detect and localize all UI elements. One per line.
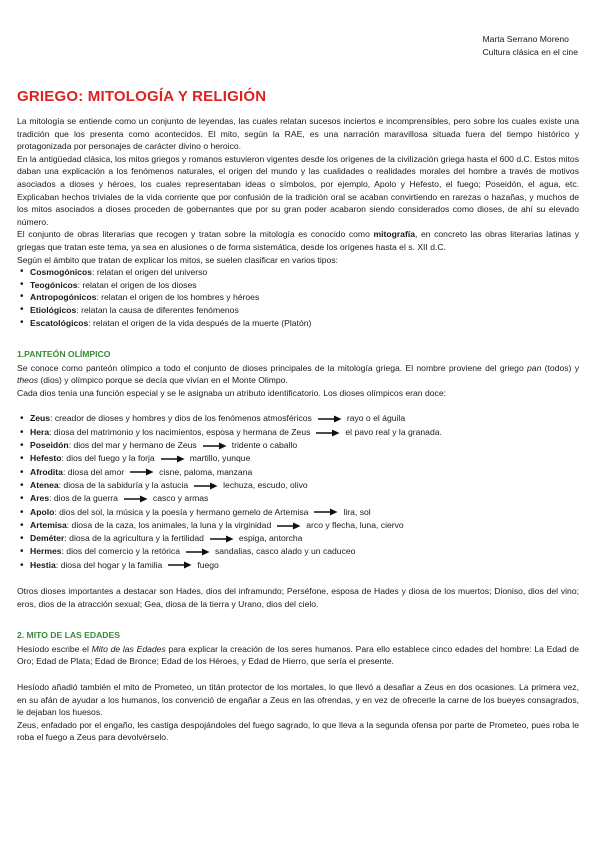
myth-types-list [17, 266, 579, 329]
god-desc: : diosa del matrimonio y los nacimientos, esposa y hermana de Zeus [49, 426, 311, 437]
myth-type-desc: : relatan el origen de los hombres y héroes [96, 292, 260, 303]
god-desc: : dios del mar y hermano de Zeus [68, 440, 197, 451]
arrow-right-icon [168, 561, 192, 569]
intro-paragraph-3 [17, 228, 579, 253]
author-name: Marta Serrano Moreno [482, 34, 569, 44]
list-item [17, 291, 579, 304]
myth-type-term: Etiológicos [30, 304, 77, 315]
arrow-right-icon [161, 455, 185, 463]
arrow-right-icon [210, 535, 234, 543]
god-attribute: fuego [197, 559, 219, 570]
god-desc: : diosa del amor [62, 466, 125, 477]
course-name: Cultura clásica en el cine [482, 47, 578, 57]
italic-term-pan: pan [527, 362, 542, 373]
god-attribute: el pavo real y la granada. [345, 426, 442, 437]
god-desc: : diosa de la agricultura y la fertilidad [64, 533, 204, 544]
list-item [17, 466, 579, 479]
pantheon-paragraph-2: Cada dios tenía una función especial y se le asignaba un atributo identificatorio. Los dioses olímpicos eran doce: [17, 387, 446, 398]
god-name: Hefesto [30, 453, 62, 464]
italic-title: Mito de las Edades [91, 643, 166, 654]
arrow-right-icon [203, 442, 227, 450]
god-attribute: espiga, antorcha [238, 533, 303, 544]
list-item [17, 412, 579, 425]
god-attribute: casco y armas [152, 493, 209, 504]
section-heading-pantheon: 1.PANTEÓN OLÍMPICO [17, 349, 111, 360]
god-name: Apolo [30, 506, 55, 517]
arrow-right-icon [316, 429, 340, 437]
god-desc: : diosa del hogar y la familia [55, 559, 163, 570]
text-run: El conjunto de obras literarias que recogen y tratan sobre la mitología es conocido como [17, 229, 374, 240]
intro-paragraph-4: Según el ámbito que tratan de explicar los mitos, se suelen clasificar en varios tipos: [17, 254, 338, 265]
myth-type-desc: : relatan el origen de la vida después de la muerte (Platón) [88, 317, 312, 328]
text-run: , en concreto las obras literarias latinas y griegas que tratan este tema, ya sea en alusiones o de forma sistemática, desde los orígenes hasta el s. XII d.C. [17, 229, 579, 252]
god-name: Poseidón [30, 440, 69, 451]
myth-type-term: Antropogónicos [30, 292, 97, 303]
god-desc: : dios de la guerra [49, 493, 118, 504]
myth-type-desc: : relatan el origen de los dioses [77, 279, 197, 290]
god-desc: : diosa de la sabiduría y la astucia [58, 479, 189, 490]
pantheon-paragraph-3: Otros dioses importantes a destacar son Hades, dios del inframundo; Perséfone, esposa de Hades y diosa de los muertos; Dioniso, dios del vino; eros, dios de la atracción sexual; Gea, diosa de la tierra y Urano, dios del cielo. [17, 586, 579, 609]
arrow-right-icon [194, 482, 218, 490]
myth-type-term: Cosmogónicos [30, 267, 93, 278]
list-item [17, 452, 579, 465]
god-attribute: cisne, paloma, manzana [159, 466, 253, 477]
god-desc: : dios del comercio y la retórica [61, 546, 180, 557]
god-attribute: rayo o el águila [346, 413, 406, 424]
arrow-right-icon [318, 415, 342, 423]
list-item [17, 492, 579, 505]
god-name: Afrodita [30, 466, 63, 477]
myth-type-term: Escatológicos [30, 317, 89, 328]
list-item [17, 479, 579, 492]
pantheon-paragraph-1 [17, 362, 579, 387]
god-attribute: sandalias, casco alado y un caduceo [214, 546, 356, 557]
list-item [17, 304, 579, 317]
god-desc: : diosa de la caza, los animales, la luna y la virginidad [66, 519, 272, 530]
list-item [17, 426, 579, 439]
god-name: Hestia [30, 559, 56, 570]
myth-type-desc: : relatan el origen del universo [92, 267, 208, 278]
intro-paragraph-1: La mitología se entiende como un conjunto de leyendas, las cuales relatan sucesos inciertos e incomprensibles, pero sobre los cuales existe una tradición que los presenta como acontecidos. El mito, según la RAE, es una narración maravillosa situada fuera del tiempo histórico y protagonizada por personajes de carácter divino o heroico. [17, 116, 579, 152]
olympian-gods-list [17, 412, 579, 572]
god-attribute: lechuza, escudo, olivo [223, 479, 308, 490]
ages-paragraph-1 [17, 643, 579, 668]
list-item [17, 519, 579, 532]
text-run: (dios) y olímpico porque se decía que vivían en el Monte Olimpo. [38, 375, 288, 386]
text-run: Se conoce como panteón olímpico a todo el conjunto de dioses principales de la mitología griega. El nombre proviene del griego [17, 362, 528, 373]
list-item [17, 317, 579, 330]
god-desc: : creador de dioses y hombres y dios de los fenómenos atmosféricos [50, 413, 312, 424]
ages-paragraph-3: Zeus, enfadado por el engaño, les castiga despojándoles del fuego sagrado, lo que lleva a la segunda ofensa por parte de Prometeo, pues roba le roba el fuego a Zeus para devolvérselo. [17, 719, 579, 743]
author-block [482, 33, 578, 59]
god-name: Ares [30, 493, 50, 504]
god-attribute: tridente o caballo [231, 440, 298, 451]
god-name: Zeus [30, 413, 51, 424]
mitografia-term: mitografía [373, 229, 415, 240]
god-desc: : dios del sol, la música y la poesía y hermano gemelo de Artemisa [54, 506, 309, 517]
text-run: (todos) y [541, 362, 579, 373]
god-name: Hera [30, 426, 50, 437]
god-name: Deméter [30, 533, 65, 544]
list-item [17, 506, 579, 519]
section-heading-ages: 2. MITO DE LAS EDADES [17, 630, 120, 641]
arrow-right-icon [314, 508, 338, 516]
list-item [17, 439, 579, 452]
page-title: GRIEGO: MITOLOGÍA Y RELIGIÓN [17, 88, 267, 105]
text-run: Hesíodo escribe el [17, 643, 92, 654]
intro-paragraph-2: En la antigüedad clásica, los mitos griegos y romanos estuvieron vigentes desde los orígenes de la civilización griega hasta el 600 d.C. Estos mitos daban una explicación a los fenómenos naturales, el origen del mundo y las cualidades o realidades morales del hombre a través de motivos asociados a dioses y héroes, los cuales representaban ideas o símbolos, por ejemplo, Apolo y Hefesto, el fuego; Poseidón, el agua, etc. Explicaban hechos triviales de la vida corriente que por confusión de la tradición oral se acaban convirtiendo en rarezas o hazañas, y muchos de los mitos asociados a dioses proceden de gobernantes que por su gran poder acabaron siendo considerados como dioses, de ahí su elevado número. [17, 153, 579, 227]
list-item [17, 545, 579, 558]
list-item [17, 266, 579, 279]
arrow-right-icon [186, 548, 210, 556]
list-item [17, 559, 579, 572]
document-body [17, 115, 579, 744]
arrow-right-icon [124, 495, 148, 503]
god-desc: : dios del fuego y la forja [61, 453, 155, 464]
myth-type-desc: : relatan la causa de diferentes fenómenos [76, 304, 239, 315]
god-attribute: lira, sol [343, 506, 371, 517]
god-attribute: arco y flecha, luna, ciervo [306, 519, 404, 530]
god-name: Artemisa [30, 519, 67, 530]
list-item [17, 279, 579, 292]
text-run: para explicar la creación de los seres humanos. Para ello establece cinco edades del hombre: La Edad de Oro; Edad de Plata; Edad de Bronce; Edad de los Héroes, y Edad de Hierro, que sería el presente. [17, 643, 580, 667]
arrow-right-icon [277, 522, 301, 530]
arrow-right-icon [130, 468, 154, 476]
god-name: Atenea [30, 479, 59, 490]
god-name: Hermes [30, 546, 62, 557]
italic-term-theos: theos [17, 375, 39, 386]
myth-type-term: Teogónicos [30, 279, 78, 290]
list-item [17, 532, 579, 545]
ages-paragraph-2: Hesíodo añadió también el mito de Prometeo, un titán protector de los mortales, lo que llevó a desafiar a Zeus en dos ocasiones. La primera vez, en su afán de ayudar a los humanos, los convenció de engañar a Zeus en las ofrendas, y en vez de ofrecerle la carne de los bueyes consagrados, le dejaban los huesos. [17, 682, 579, 718]
god-attribute: martillo, yunque [189, 453, 251, 464]
